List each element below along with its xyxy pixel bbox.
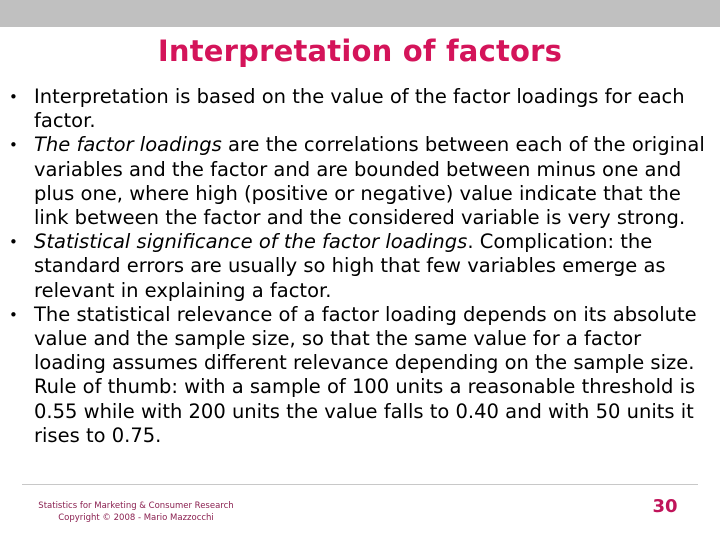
bullet-icon: • (9, 88, 18, 106)
footer-copyright-line: Copyright © 2008 - Mario Mazzocchi (58, 513, 214, 523)
bullet-icon: • (9, 233, 18, 252)
footer-divider (22, 484, 698, 485)
bullet-icon: • (9, 136, 18, 155)
bullet-item (8, 303, 716, 448)
bullet-item (8, 85, 716, 133)
bullet-text: Interpretation is based on the value of the factor loadings for each factor. (34, 85, 685, 133)
footer-course-title: Statistics for Marketing & Consumer Research (38, 501, 234, 511)
bullet-text: are the correlations between each of the original variables and the factor and are bounded between minus one and plus one, where high (positive or negative) value indicate that the link between the factor and the considered variable is very strong. (34, 133, 705, 230)
bullet-list (8, 85, 716, 448)
bullet-italic-term: The factor loadings (34, 133, 222, 157)
bullet-item (8, 133, 716, 230)
bullet-icon: • (9, 305, 18, 324)
bullet-text: . Complication: the standard errors are usually so high that few variables emerge as relevant in explaining a factor. (34, 230, 666, 302)
top-band (0, 0, 720, 27)
bullet-italic-term: Statistical significance of the factor loadings (34, 230, 468, 254)
bullet-text: The statistical relevance of a factor loading depends on its absolute value and the sample size, so that the same value for a factor loading assumes different relevance depending on the sample size. Rule of thumb: with a sample of 100 units a reasonable threshold is 0.55 while with 200 units the value falls to 0.40 and with 50 units it rises to 0.75. (34, 302, 697, 447)
bullet-item (8, 230, 716, 303)
footer-copyright (0, 500, 272, 524)
slide-title: Interpretation of factors (157, 34, 563, 68)
page-number: 30 (652, 496, 678, 517)
